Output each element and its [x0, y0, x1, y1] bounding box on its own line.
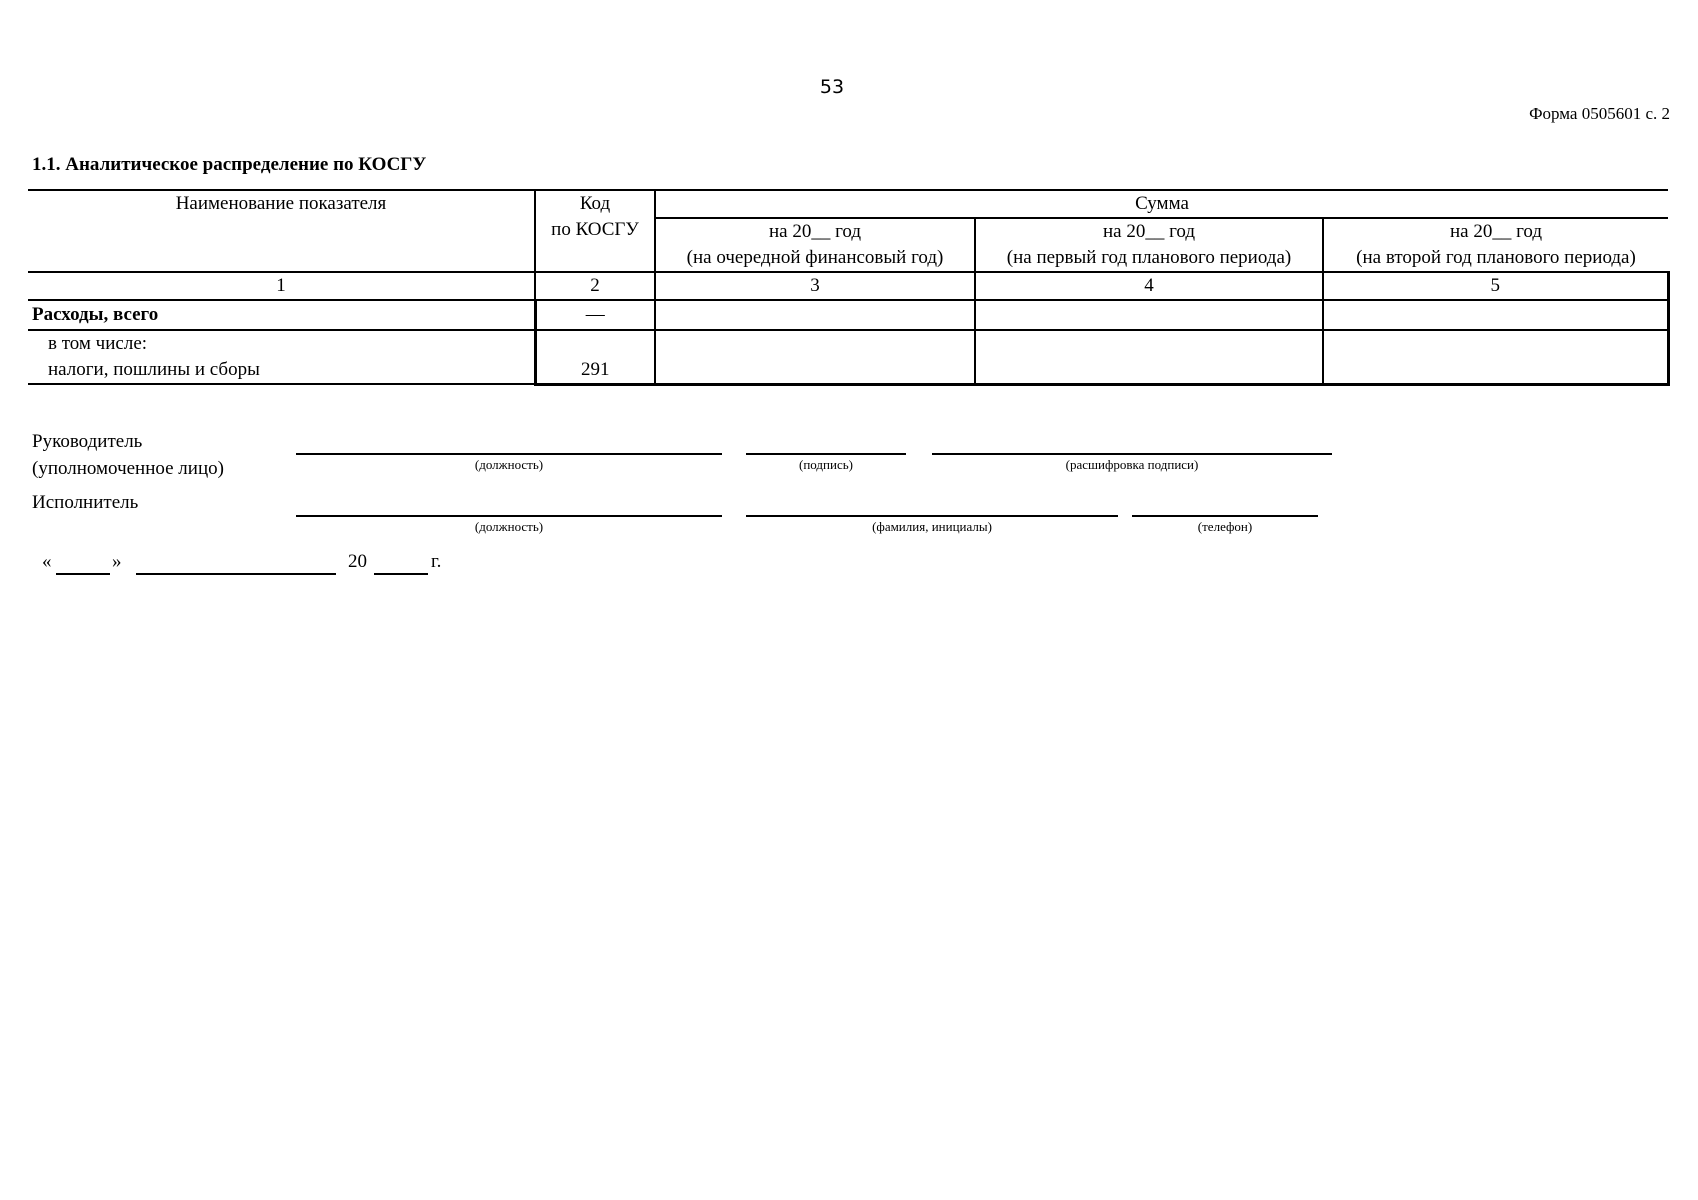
- row-taxes-year1: [655, 330, 975, 384]
- date-open-quote: «: [42, 551, 52, 572]
- header-year1-line1: на 20__ год: [768, 221, 862, 242]
- head-position-line[interactable]: [296, 453, 722, 455]
- header-year3-line1: на 20__ год: [1449, 221, 1543, 242]
- row-total-code: —: [535, 300, 655, 330]
- header-year3: [1323, 218, 1668, 272]
- header-year2-line2: (на первый год планового периода): [1006, 247, 1292, 268]
- row-taxes-name: [28, 330, 535, 384]
- row-total-year1: [655, 300, 975, 330]
- date-month-line[interactable]: [136, 573, 336, 575]
- form-code: Форма 0505601 с. 2: [1529, 104, 1670, 123]
- column-number-1: 1: [28, 272, 535, 300]
- column-number-2: 2: [535, 272, 655, 300]
- head-signature-decoding-caption: (расшифровка подписи): [1065, 457, 1199, 472]
- row-taxes-code: 291: [535, 330, 655, 384]
- head-position-caption: (должность): [474, 457, 544, 472]
- head-signature-decoding-line[interactable]: [932, 453, 1332, 455]
- row-taxes-name-line1: в том числе:: [48, 333, 148, 354]
- date-year-line[interactable]: [374, 573, 428, 575]
- executor-label: Исполнитель: [32, 492, 139, 513]
- column-number-4: 4: [975, 272, 1323, 300]
- date-year-suffix: г.: [431, 551, 442, 572]
- row-total-year3: [1323, 300, 1668, 330]
- row-total-year2: [975, 300, 1323, 330]
- header-code-line2: по КОСГУ: [551, 219, 639, 240]
- column-number-3: 3: [655, 272, 975, 300]
- header-year1-line2: (на очередной финансовый год): [686, 247, 944, 268]
- row-taxes-name-line2: налоги, пошлины и сборы: [48, 359, 260, 380]
- executor-phone-caption: (телефон): [1197, 519, 1253, 534]
- header-name: Наименование показателя: [28, 190, 535, 272]
- executor-phone-line[interactable]: [1132, 515, 1318, 517]
- row-taxes-year3: [1323, 330, 1668, 384]
- executor-name-line[interactable]: [746, 515, 1118, 517]
- date-close-quote: »: [112, 551, 122, 572]
- table-row: [28, 330, 1668, 384]
- date-day-line[interactable]: [56, 573, 110, 575]
- executor-position-line[interactable]: [296, 515, 722, 517]
- head-label-line2: (уполномоченное лицо): [32, 458, 224, 479]
- header-code: [535, 190, 655, 272]
- date-year-prefix: 20: [348, 551, 367, 572]
- header-code-line1: Код: [579, 193, 611, 214]
- page-number: 53: [819, 76, 845, 98]
- executor-name-caption: (фамилия, инициалы): [872, 519, 992, 534]
- header-year3-line2: (на второй год планового периода): [1356, 247, 1636, 268]
- table-row: [28, 300, 1668, 330]
- header-year2-line1: на 20__ год: [1102, 221, 1196, 242]
- row-total-name: Расходы, всего: [28, 300, 535, 330]
- header-year2: [975, 218, 1323, 272]
- column-number-5: 5: [1323, 272, 1668, 300]
- kosgu-table: [28, 189, 1670, 386]
- header-sum: Сумма: [655, 190, 1668, 218]
- head-signature-caption: (подпись): [799, 457, 853, 472]
- executor-position-caption: (должность): [474, 519, 544, 534]
- head-label-line1: Руководитель: [32, 431, 143, 452]
- header-year1: [655, 218, 975, 272]
- row-taxes-year2: [975, 330, 1323, 384]
- head-signature-line[interactable]: [746, 453, 906, 455]
- section-title: 1.1. Аналитическое распределение по КОСГУ: [32, 154, 427, 175]
